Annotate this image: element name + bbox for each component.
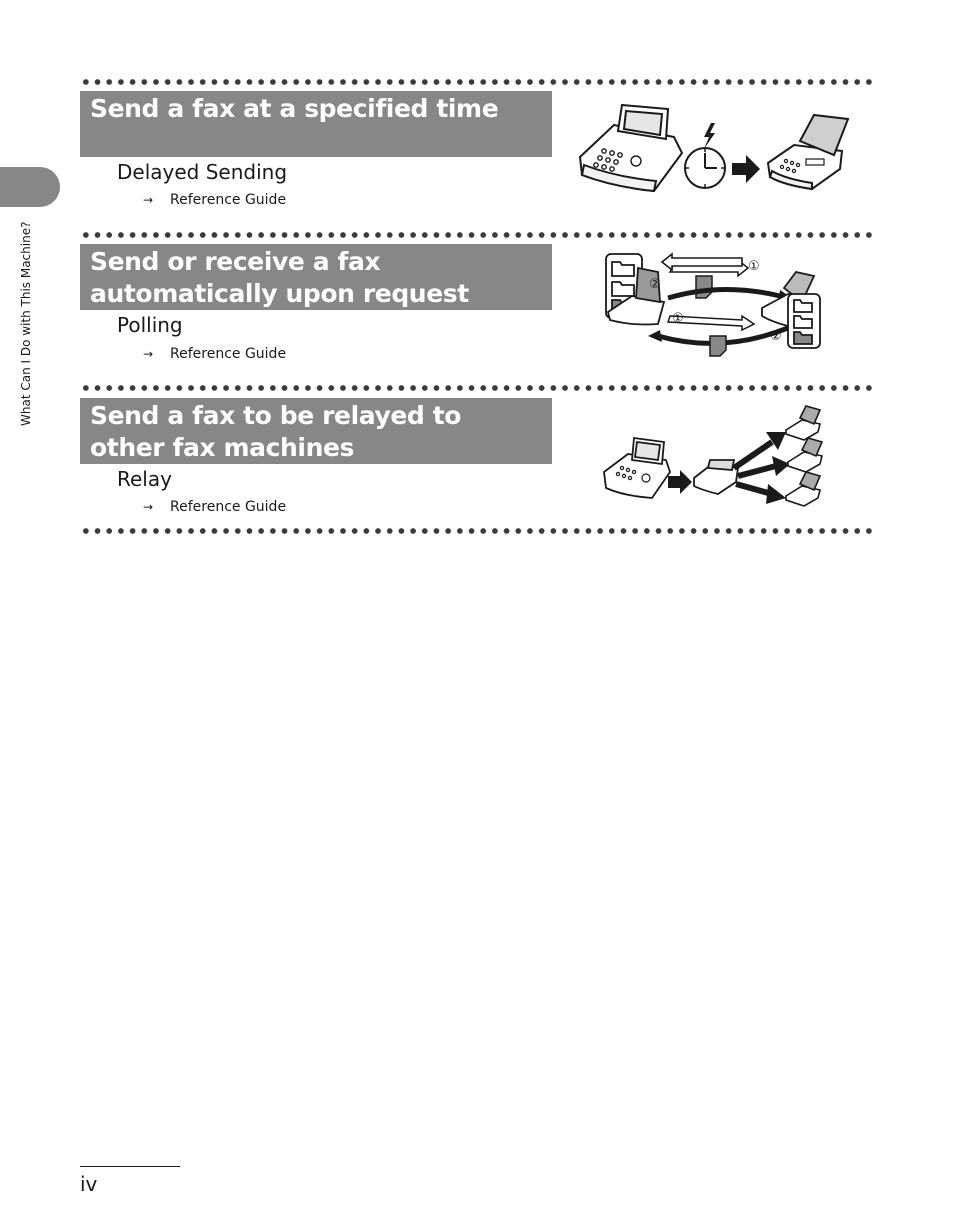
folder-icon [612,262,634,276]
chapter-side-label: What Can I Do with This Machine? [19,221,33,426]
clock-icon [685,148,725,188]
fax-machine-icon [768,115,848,189]
arrow-right-icon: → [143,347,154,361]
footer-rule [80,1166,180,1167]
document-icon [710,336,726,356]
arrow-right-icon: → [143,500,154,514]
chapter-tab [0,167,60,207]
dotted-divider [80,231,876,239]
dotted-divider [80,527,876,535]
fax-machine-icon [786,472,820,506]
arrow-right-icon [732,155,760,183]
arrow-right-icon: → [143,193,154,207]
polling-illustration [602,250,824,362]
lightning-icon [704,123,715,149]
arrow-right-icon [668,470,692,494]
section-header-relay [80,398,552,464]
step-mark: ① [672,311,684,326]
fax-machine-icon [786,406,820,440]
feature-name: Polling [117,313,183,337]
reference-link[interactable] [143,346,286,362]
fax-machine-icon [580,105,682,191]
fax-machine-icon [604,438,670,498]
section-header-polling [80,244,552,310]
reference-link[interactable] [143,192,286,208]
feature-name: Delayed Sending [117,160,288,184]
section-title: Send a fax at a specified time [90,94,499,123]
step-mark: ② [770,329,782,344]
fax-machine-icon [788,438,822,472]
fax-machine-icon [694,460,738,494]
section-header-delayed [80,91,552,157]
step-mark: ② [649,277,661,292]
dotted-divider [80,78,876,86]
reference-label: Reference Guide [170,499,287,515]
relay-illustration [600,402,828,510]
step-mark: ① [748,259,760,274]
feature-name: Relay [117,467,172,491]
folder-icon [612,282,634,296]
delayed-sending-illustration [574,95,854,195]
dotted-divider [80,384,876,392]
section-title: Send or receive a fax automatically upon request [90,247,469,308]
folder-stack-icon [788,294,820,348]
reference-link[interactable] [143,499,286,515]
reference-label: Reference Guide [170,192,287,208]
page-number: iv [80,1172,98,1196]
reference-label: Reference Guide [170,346,287,362]
section-title: Send a fax to be relayed to other fax machines [90,401,462,462]
document-icon [696,276,712,298]
